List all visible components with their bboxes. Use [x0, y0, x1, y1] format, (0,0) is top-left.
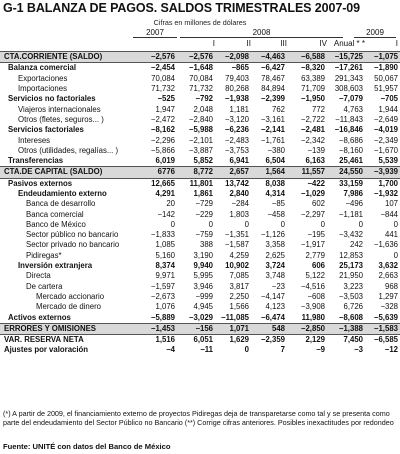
row-value: −1,597: [150, 281, 175, 291]
row-label: Sector público no bancario: [26, 230, 119, 240]
row-value: 6,163: [305, 156, 325, 166]
row-value: 25,461: [339, 156, 363, 166]
row-value: −2,673: [150, 291, 175, 301]
row-label: Importaciones: [18, 84, 67, 94]
row-value: 1,803: [229, 209, 249, 219]
row-value: 1,700: [365, 178, 400, 189]
row-value: 84,894: [261, 84, 285, 94]
table-row: [0, 189, 400, 199]
row-value: 3,632: [378, 261, 398, 271]
table-row: [0, 135, 400, 145]
row-value: −792: [195, 94, 213, 104]
row-value: −1,453: [133, 323, 177, 334]
row-value: 7,450: [327, 335, 365, 346]
row-value: −8,320: [287, 63, 327, 74]
row-label: CTA.DE CAPITAL (SALDO): [0, 167, 133, 178]
row-value: −3,939: [365, 167, 400, 178]
row-value: −5,866: [150, 145, 175, 155]
row-value: 0: [393, 250, 398, 260]
row-value: −1,917: [300, 240, 325, 250]
row-value: 0: [244, 345, 249, 355]
row-value: −6,588: [287, 52, 327, 63]
row-value: −380: [267, 145, 285, 155]
row-value: −2,399: [260, 94, 285, 104]
row-label: Intereses: [18, 135, 51, 145]
row-value: 1,076: [155, 302, 175, 312]
row-label: Ajustes por valoración: [4, 345, 89, 355]
row-value: 13,742: [215, 178, 251, 189]
row-label: Banco de México: [26, 219, 86, 229]
row-value: 9,940: [193, 261, 213, 271]
table-row: [0, 240, 400, 250]
row-value: 5,852: [193, 156, 213, 166]
row-value: 6776: [133, 167, 177, 178]
row-value: 548: [251, 323, 287, 334]
table-row: [0, 178, 400, 189]
table-row: [0, 199, 400, 209]
row-value: −8,162: [150, 125, 175, 135]
row-value: 7,085: [229, 271, 249, 281]
row-value: 2,048: [193, 104, 213, 114]
row-label: Directa: [26, 271, 51, 281]
row-value: 80,268: [225, 84, 249, 94]
row-value: 3,748: [265, 271, 285, 281]
row-value: −1,388: [327, 323, 365, 334]
row-value: −729: [195, 199, 213, 209]
row-label: Servicios factoriales: [8, 125, 84, 135]
row-value: 1,861: [193, 189, 213, 198]
row-value: −8,686: [338, 135, 363, 145]
row-value: 2,663: [378, 271, 398, 281]
row-value: 11,801: [177, 178, 215, 189]
table-row: [0, 261, 400, 271]
row-value: 2,779: [305, 250, 325, 260]
row-label: Mercado de dinero: [36, 302, 102, 312]
row-value: −156: [177, 323, 215, 334]
row-value: 6,504: [265, 156, 285, 166]
row-label: Endeudamiento externo: [18, 189, 107, 198]
table-row: [0, 63, 400, 74]
table-row: [0, 104, 400, 114]
row-value: −284: [231, 199, 249, 209]
row-value: 3,190: [193, 250, 213, 260]
table-row: [0, 84, 400, 94]
col-q3-2008: III: [280, 39, 287, 48]
row-value: 441: [384, 230, 398, 240]
row-value: −3,503: [338, 291, 363, 301]
row-value: 3,223: [343, 281, 363, 291]
table-row: [0, 230, 400, 240]
row-value: −4,019: [373, 125, 398, 135]
row-value: 78,467: [261, 73, 285, 83]
row-label: Sector privado no bancario: [26, 240, 120, 250]
row-value: 6,019: [155, 156, 175, 166]
row-value: 50,067: [374, 73, 398, 83]
row-value: −2,101: [188, 135, 213, 145]
table-row: [0, 271, 400, 281]
row-value: 4,291: [155, 189, 175, 198]
row-value: 1,566: [229, 302, 249, 312]
row-value: 3,724: [265, 261, 285, 271]
row-value: 308,603: [334, 84, 363, 94]
table-row: [0, 125, 400, 135]
row-value: −1,938: [224, 94, 249, 104]
column-header-row: [0, 39, 400, 50]
row-value: −16,846: [334, 125, 363, 135]
row-value: −4: [166, 345, 175, 355]
row-label: Viajeros internacionales: [18, 104, 101, 114]
row-value: 10,902: [225, 261, 249, 271]
row-label: Banca de desarrollo: [26, 199, 96, 209]
row-value: 1,947: [155, 104, 175, 114]
row-value: −2,649: [373, 114, 398, 124]
row-value: −1,950: [300, 94, 325, 104]
row-label: Balanza comercial: [0, 63, 133, 74]
row-value: 5,539: [378, 156, 398, 166]
row-value: 1,629: [215, 335, 251, 346]
row-value: 71,732: [189, 84, 213, 94]
row-value: 12,665: [133, 178, 177, 189]
row-value: −5,988: [188, 125, 213, 135]
row-value: 1,071: [215, 323, 251, 334]
row-label: Banca comercial: [26, 209, 84, 219]
row-value: 1,297: [378, 291, 398, 301]
row-value: −6,427: [251, 63, 287, 74]
row-value: 71,732: [151, 84, 175, 94]
row-value: 1,181: [229, 104, 249, 114]
row-value: 6,051: [177, 335, 215, 346]
row-value: −1,932: [373, 189, 398, 198]
row-value: −1,351: [224, 230, 249, 240]
table-row: [0, 251, 400, 261]
row-value: 2,840: [229, 189, 249, 198]
row-value: 968: [384, 281, 398, 291]
year-2009: 2009: [354, 28, 396, 38]
table-row: [0, 323, 400, 334]
row-value: −2,454: [133, 63, 177, 74]
row-value: 4,945: [193, 302, 213, 312]
row-value: −328: [380, 302, 398, 312]
row-value: 12,853: [339, 250, 363, 260]
row-value: −1,126: [260, 230, 285, 240]
source-line: Fuente: UNITÉ con datos del Banco de México: [3, 442, 171, 451]
row-value: −1,029: [300, 189, 325, 198]
row-value: −11: [200, 345, 213, 355]
row-value: 5,160: [155, 250, 175, 260]
row-value: −8,160: [338, 145, 363, 155]
row-value: 33,159: [327, 178, 365, 189]
row-value: 70,084: [151, 73, 175, 83]
row-value: −3,161: [260, 114, 285, 124]
row-value: −1,075: [365, 52, 400, 63]
row-value: 8,772: [177, 167, 215, 178]
row-value: 0: [280, 219, 285, 229]
row-value: −5,639: [373, 312, 398, 322]
row-value: 4,763: [343, 104, 363, 114]
row-value: −1,648: [177, 63, 215, 74]
row-value: −2,840: [188, 114, 213, 124]
row-value: 1,944: [378, 104, 398, 114]
row-value: 4,123: [265, 302, 285, 312]
row-value: −422: [287, 178, 327, 189]
row-value: −2,481: [300, 125, 325, 135]
row-value: −1,583: [365, 323, 400, 334]
row-label: De cartera: [26, 281, 63, 291]
row-value: −15,725: [327, 52, 365, 63]
row-value: 762: [271, 104, 285, 114]
row-value: −3,887: [188, 145, 213, 155]
row-label: ERRORES Y OMISIONES: [0, 323, 133, 334]
row-value: −4,147: [260, 291, 285, 301]
row-value: 0: [393, 219, 398, 229]
row-value: −229: [195, 209, 213, 219]
row-value: −11,843: [335, 114, 363, 124]
col-q2-2008: II: [246, 39, 251, 48]
row-value: −608: [307, 291, 325, 301]
row-value: −844: [380, 209, 398, 219]
row-value: 70,084: [189, 73, 213, 83]
row-value: −6,236: [224, 125, 249, 135]
row-label: Mercado accionario: [36, 291, 105, 301]
table-row: [0, 220, 400, 230]
table-row: [0, 167, 400, 178]
units-subtitle: Cifras en millones de dólares: [153, 18, 247, 27]
row-value: 2,129: [287, 335, 327, 346]
row-value: −1,181: [338, 209, 363, 219]
row-value: −2,141: [260, 125, 285, 135]
row-value: 8,374: [155, 261, 175, 271]
row-value: −3,908: [300, 302, 325, 312]
row-value: −525: [157, 94, 175, 104]
row-value: 21,950: [339, 271, 363, 281]
row-value: 25,173: [339, 261, 363, 271]
row-value: 2,657: [215, 167, 251, 178]
table-row: [0, 312, 400, 323]
row-value: 1,516: [133, 335, 177, 346]
row-value: −458: [267, 209, 285, 219]
row-value: −23: [271, 281, 285, 291]
row-label: CTA.CORRIENTE (SALDO): [0, 52, 133, 63]
row-value: 2,625: [265, 250, 285, 260]
row-value: −496: [345, 199, 363, 209]
row-label: Exportaciones: [18, 73, 68, 83]
row-value: 0: [320, 219, 325, 229]
table-row: [0, 156, 400, 167]
row-value: −12: [384, 345, 398, 355]
table-row: [0, 94, 400, 104]
row-value: −1,890: [365, 63, 400, 74]
row-value: 3,358: [265, 240, 285, 250]
row-value: −142: [157, 209, 175, 219]
row-value: −2,576: [177, 52, 215, 63]
table-row: [0, 282, 400, 292]
row-value: −85: [271, 199, 285, 209]
row-value: −2,359: [251, 335, 287, 346]
row-value: 8,038: [251, 178, 287, 189]
row-value: 602: [311, 199, 325, 209]
year-2008: 2008: [180, 28, 343, 38]
row-value: −2,297: [300, 209, 325, 219]
row-label: Activos externos: [8, 312, 71, 322]
row-value: 0: [208, 219, 213, 229]
page-title: G-1 BALANZA DE PAGOS. SALDOS TRIMESTRALES 2007-09: [3, 1, 360, 15]
row-value: 606: [311, 261, 325, 271]
row-value: 388: [199, 240, 213, 250]
row-value: −195: [307, 230, 325, 240]
row-value: −3,029: [188, 312, 213, 322]
col-q1-2008: I: [212, 39, 215, 48]
row-value: 7: [280, 345, 285, 355]
row-value: −3,120: [224, 114, 249, 124]
row-value: 6,726: [343, 302, 363, 312]
row-value: −2,483: [224, 135, 249, 145]
row-value: −3,753: [224, 145, 249, 155]
row-value: −2,722: [300, 114, 325, 124]
row-value: −1,587: [224, 240, 249, 250]
table-row: [0, 209, 400, 219]
row-value: 11,980: [301, 312, 325, 322]
row-value: −2,576: [133, 52, 177, 63]
row-value: 24,550: [327, 167, 365, 178]
row-value: −8,608: [338, 312, 363, 322]
row-value: −17,261: [327, 63, 365, 74]
col-q1-2009: I: [395, 39, 398, 48]
row-value: −705: [380, 94, 398, 104]
row-value: 3,946: [193, 281, 213, 291]
year-header-row: [0, 28, 400, 39]
table-row: [0, 345, 400, 355]
row-value: −9: [316, 345, 325, 355]
row-value: −2,349: [373, 135, 398, 145]
row-label: VAR. RESERVA NETA: [0, 335, 133, 346]
row-value: −1,670: [373, 145, 398, 155]
table-row: [0, 146, 400, 156]
row-value: 11,557: [287, 167, 327, 178]
row-value: 79,403: [225, 73, 249, 83]
row-value: 0: [170, 219, 175, 229]
row-value: −6,474: [260, 312, 285, 322]
row-value: −4,516: [300, 281, 325, 291]
col-annual-2008: Anual * *: [333, 39, 365, 48]
row-label: Transferencias: [8, 156, 64, 166]
row-value: 5,995: [193, 271, 213, 281]
row-value: 1,564: [251, 167, 287, 178]
year-2007: 2007: [133, 28, 177, 38]
row-value: −6,585: [365, 335, 400, 346]
balance-table: [0, 51, 400, 356]
row-value: −759: [195, 230, 213, 240]
col-q4-2008: IV: [319, 39, 327, 48]
row-value: 291,343: [334, 73, 363, 83]
row-value: 242: [349, 240, 363, 250]
row-value: −11,085: [221, 312, 249, 322]
table-row: [0, 52, 400, 63]
row-value: −2,342: [300, 135, 325, 145]
row-value: 772: [311, 104, 325, 114]
row-value: −865: [215, 63, 251, 74]
row-value: −2,296: [150, 135, 175, 145]
row-value: 4,259: [229, 250, 249, 260]
table-row: [0, 335, 400, 346]
row-value: 107: [384, 199, 398, 209]
row-label: Pidiregas*: [26, 250, 62, 260]
row-value: 6,941: [229, 156, 249, 166]
row-label: Pasivos externos: [0, 178, 133, 189]
row-value: −1,761: [260, 135, 285, 145]
row-value: −3: [354, 345, 363, 355]
row-label: Otros (utilidades, regalías... ): [18, 145, 119, 155]
row-label: Inversión extranjera: [18, 261, 93, 271]
row-value: 0: [358, 219, 363, 229]
row-value: −1,636: [373, 240, 398, 250]
row-value: −2,850: [287, 323, 327, 334]
table-row: [0, 302, 400, 312]
row-value: −139: [307, 145, 325, 155]
row-label: Servicios no factoriales: [8, 94, 96, 104]
row-value: 7,986: [343, 189, 363, 198]
row-value: −3,432: [338, 230, 363, 240]
table-row: [0, 115, 400, 125]
row-value: 1,085: [155, 240, 175, 250]
row-value: 63,389: [301, 73, 325, 83]
row-value: −999: [195, 291, 213, 301]
row-value: −2,472: [150, 114, 175, 124]
row-value: −7,079: [338, 94, 363, 104]
footnote: (*) A partir de 2009, el financiamiento externo de proyectos Pidiregas deja de transparetarse como tal y se presenta como parte del endeudamiento del Sector Público no Bancario (**) Corrige cifras anteriores. Posibles inexactitudes por redondeo: [3, 409, 394, 427]
row-value: 5,122: [305, 271, 325, 281]
row-value: −5,889: [150, 312, 175, 322]
row-value: 2,250: [229, 291, 249, 301]
row-value: −1,833: [150, 230, 175, 240]
row-value: 3,817: [229, 281, 249, 291]
row-label: Otros (fletes, seguros... ): [18, 114, 104, 124]
row-value: −4,463: [251, 52, 287, 63]
row-value: 0: [244, 219, 249, 229]
row-value: 51,957: [374, 84, 398, 94]
row-value: 71,709: [301, 84, 325, 94]
row-value: 20: [166, 199, 175, 209]
row-value: 4,314: [265, 189, 285, 198]
row-value: 9,971: [155, 271, 175, 281]
row-value: −2,098: [215, 52, 251, 63]
table-row: [0, 74, 400, 84]
table-row: [0, 292, 400, 302]
